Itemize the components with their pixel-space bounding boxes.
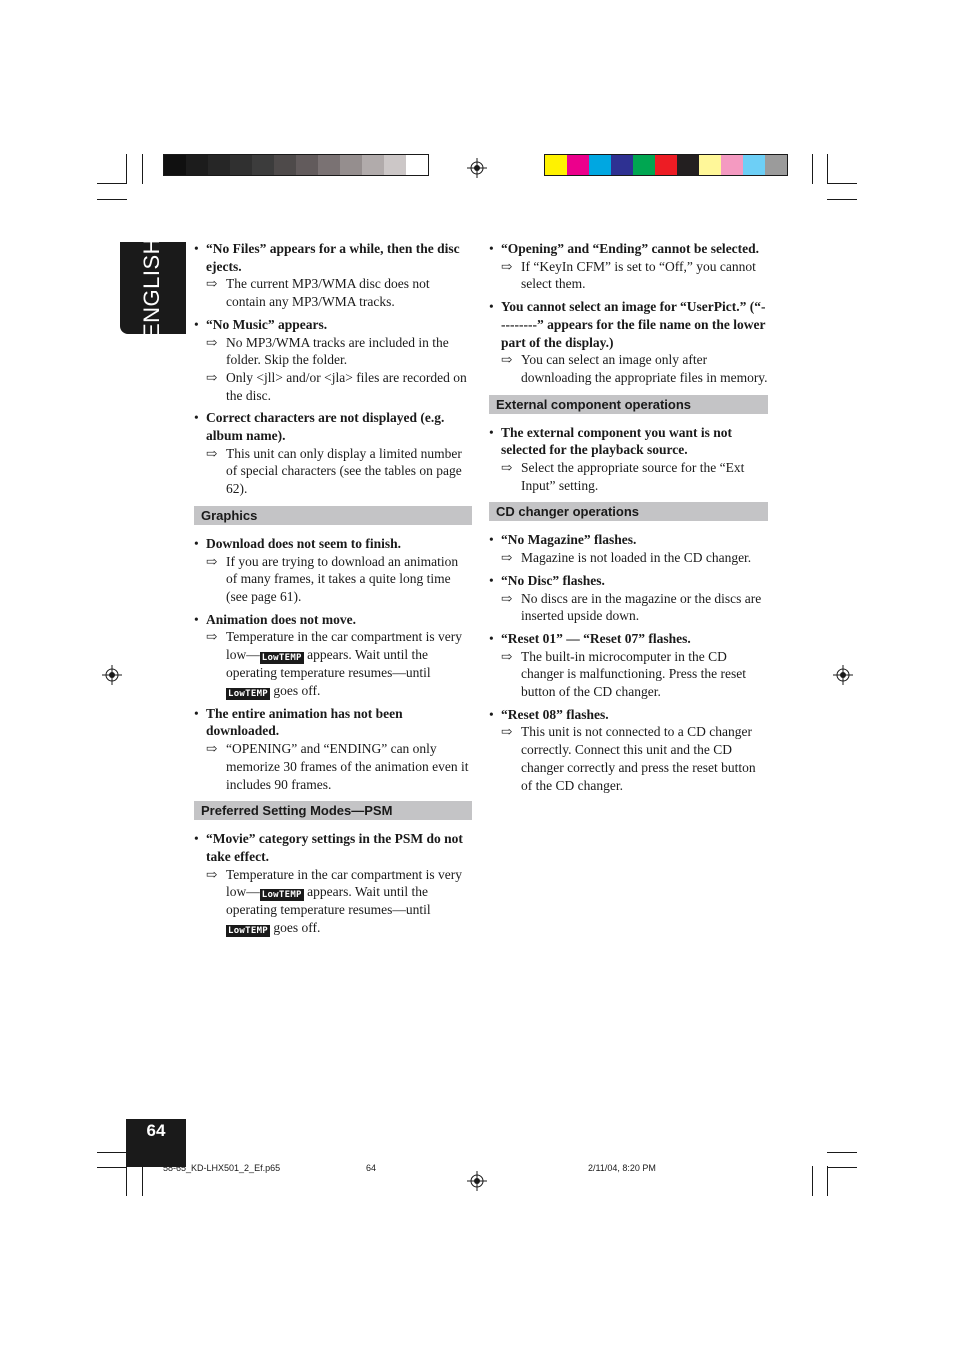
arrow-right-icon: ⇨ <box>501 258 513 274</box>
crop-mark <box>812 154 813 184</box>
crop-mark <box>97 199 127 200</box>
bullet: • <box>489 630 494 646</box>
left-column <box>194 240 472 942</box>
bullet: • <box>489 424 494 440</box>
crop-mark <box>97 183 127 184</box>
list-item <box>194 611 472 700</box>
question: Download does not seem to finish. <box>206 535 402 551</box>
answer: ⇨ If you are trying to download an animation of many frames, it takes a quite long time (see page 61). <box>206 553 459 604</box>
list-item <box>194 830 472 937</box>
crop-mark <box>827 183 857 184</box>
list-item <box>194 316 472 405</box>
arrow-right-icon: ⇨ <box>206 445 218 461</box>
arrow-right-icon: ⇨ <box>501 352 513 368</box>
answer: ⇨ Only <jll> and/or <jla> files are recorded on the disc. <box>206 369 467 403</box>
crop-mark <box>142 154 143 184</box>
section-header-external: External component operations <box>489 395 768 414</box>
list-item <box>489 531 768 566</box>
color-swatch <box>699 155 721 175</box>
gray-swatch <box>296 155 318 175</box>
crop-mark <box>827 1152 857 1153</box>
answer: ⇨ Temperature in the car compartment is very low— LowTEMP appears. Wait until the operating temperature resumes—until LowTEMP goes off. <box>206 629 462 699</box>
bullet: • <box>489 532 494 548</box>
list-item <box>194 409 472 498</box>
gray-swatch <box>274 155 296 175</box>
arrow-right-icon: ⇨ <box>206 276 218 292</box>
crop-mark <box>827 1166 828 1196</box>
answer: ⇨ The built-in microcomputer in the CD changer is malfunctioning. Press the reset button of the CD changer. <box>501 648 746 700</box>
gray-swatch <box>186 155 208 175</box>
question: “Opening” and “Ending” cannot be selected. <box>501 241 760 256</box>
lowtemp-indicator-icon: LowTEMP <box>261 890 302 901</box>
lowtemp-indicator-icon: LowTEMP <box>261 653 302 664</box>
crop-mark <box>126 1166 127 1196</box>
answer: ⇨ This unit can only display a limited number of special characters (see the tables on page 62). <box>206 445 462 497</box>
bullet: • <box>194 316 199 332</box>
gray-swatch <box>406 155 428 175</box>
arrow-right-icon: ⇨ <box>501 724 513 740</box>
bullet: • <box>194 535 199 551</box>
lowtemp-indicator-icon: LowTEMP <box>228 688 269 699</box>
color-swatch <box>765 155 787 175</box>
question: “Movie” category settings in the PSM do not take effect. <box>206 831 463 864</box>
arrow-right-icon: ⇨ <box>206 629 218 645</box>
color-swatch <box>545 155 567 175</box>
arrow-right-icon: ⇨ <box>206 334 218 350</box>
answer: ⇨ If “KeyIn CFM” is set to “Off,” you cannot select them. <box>501 258 756 292</box>
bullet: • <box>194 241 199 256</box>
color-swatch <box>655 155 677 175</box>
crop-mark <box>827 154 828 184</box>
question: You cannot select an image for “UserPict.” (“---------” appears for the file name on the lower part of the display.) <box>501 299 766 350</box>
footer-date: 2/11/04, 8:20 PM <box>588 1163 656 1173</box>
gray-swatch <box>318 155 340 175</box>
answer: ⇨ “OPENING” and “ENDING” can only memorize 30 frames of the animation even it includes 90 frames. <box>206 741 469 792</box>
bullet: • <box>194 410 199 426</box>
list-item <box>489 298 768 387</box>
arrow-right-icon: ⇨ <box>501 590 513 606</box>
list-item <box>194 535 472 606</box>
gray-swatch <box>340 155 362 175</box>
answer: ⇨ Select the appropriate source for the “Ext Input” setting. <box>501 460 745 493</box>
list-item <box>194 705 472 794</box>
arrow-right-icon: ⇨ <box>501 648 513 664</box>
crop-mark <box>126 154 127 184</box>
arrow-right-icon: ⇨ <box>206 369 218 385</box>
list-item <box>194 240 472 311</box>
answer: ⇨ You can select an image only after downloading the appropriate files in memory. <box>501 352 768 385</box>
bullet: • <box>489 241 494 256</box>
arrow-right-icon: ⇨ <box>206 741 218 757</box>
answer: ⇨ Magazine is not loaded in the CD changer. <box>501 550 752 566</box>
page-number: 64 <box>146 1121 166 1140</box>
answer: ⇨ No MP3/WMA tracks are included in the folder. Skip the folder. <box>206 334 449 368</box>
question: “Reset 08” flashes. <box>501 706 609 722</box>
list-item <box>489 572 768 625</box>
arrow-right-icon: ⇨ <box>206 553 218 569</box>
footer-filename: 58-65_KD-LHX501_2_Ef.p65 <box>163 1163 281 1173</box>
bullet: • <box>489 706 494 722</box>
question: “Reset 01” — “Reset 07” flashes. <box>501 630 691 646</box>
color-swatch <box>611 155 633 175</box>
answer: ⇨ Temperature in the car compartment is very low— LowTEMP appears. Wait until the operating temperature resumes—until LowTEMP goes off. <box>206 866 462 937</box>
bullet: • <box>489 299 494 315</box>
bullet: • <box>489 572 494 588</box>
color-swatch <box>567 155 589 175</box>
crop-mark <box>142 1166 143 1196</box>
arrow-right-icon: ⇨ <box>501 460 513 476</box>
question: Correct characters are not displayed (e.g. album name). <box>206 410 445 444</box>
answer: ⇨ No discs are in the magazine or the discs are inserted upside down. <box>501 590 762 624</box>
registration-mark-icon <box>467 158 487 178</box>
question: “No Magazine” flashes. <box>501 532 637 548</box>
color-swatch <box>721 155 743 175</box>
question: The entire animation has not been downloaded. <box>206 705 403 739</box>
section-header-cd-changer: CD changer operations <box>489 502 768 521</box>
color-swatch <box>743 155 765 175</box>
answer: ⇨ This unit is not connected to a CD changer correctly. Connect this unit and the CD changer correctly and press the reset button of the CD changer. <box>501 724 756 793</box>
arrow-right-icon: ⇨ <box>501 550 513 566</box>
question: “No Files” appears for a while, then the disc ejects. <box>206 241 460 274</box>
question: The external component you want is not selected for the playback source. <box>501 424 733 458</box>
gray-swatch <box>164 155 186 175</box>
question: Animation does not move. <box>206 611 357 627</box>
list-item <box>489 706 768 795</box>
gray-swatch <box>230 155 252 175</box>
lowtemp-indicator-icon: LowTEMP <box>228 926 269 937</box>
color-swatch <box>677 155 699 175</box>
grayscale-calibration-bar <box>163 154 429 176</box>
bullet: • <box>194 831 199 847</box>
registration-mark-icon <box>102 665 122 685</box>
footer-page: 64 <box>366 1163 377 1173</box>
right-column <box>489 240 768 799</box>
section-header-psm: Preferred Setting Modes—PSM <box>194 801 472 820</box>
crop-mark <box>812 1166 813 1196</box>
question: “No Music” appears. <box>206 316 328 332</box>
gray-swatch <box>384 155 406 175</box>
color-swatch <box>589 155 611 175</box>
registration-mark-icon <box>833 665 853 685</box>
color-calibration-bar <box>544 154 788 176</box>
bullet: • <box>194 611 199 627</box>
crop-mark <box>827 199 857 200</box>
crop-mark <box>827 1167 857 1168</box>
registration-mark-icon <box>467 1171 487 1191</box>
gray-swatch <box>252 155 274 175</box>
crop-mark <box>97 1152 127 1153</box>
section-header-graphics: Graphics <box>194 506 472 525</box>
question: “No Disc” flashes. <box>501 572 605 588</box>
answer: ⇨ The current MP3/WMA disc does not contain any MP3/WMA tracks. <box>206 276 430 310</box>
bullet: • <box>194 705 199 721</box>
gray-swatch <box>208 155 230 175</box>
gray-swatch <box>362 155 384 175</box>
list-item <box>489 424 768 495</box>
language-tab-label: ENGLISH <box>139 237 164 339</box>
crop-mark <box>97 1167 127 1168</box>
arrow-right-icon: ⇨ <box>206 866 218 882</box>
list-item <box>489 240 768 293</box>
color-swatch <box>633 155 655 175</box>
list-item <box>489 630 768 701</box>
